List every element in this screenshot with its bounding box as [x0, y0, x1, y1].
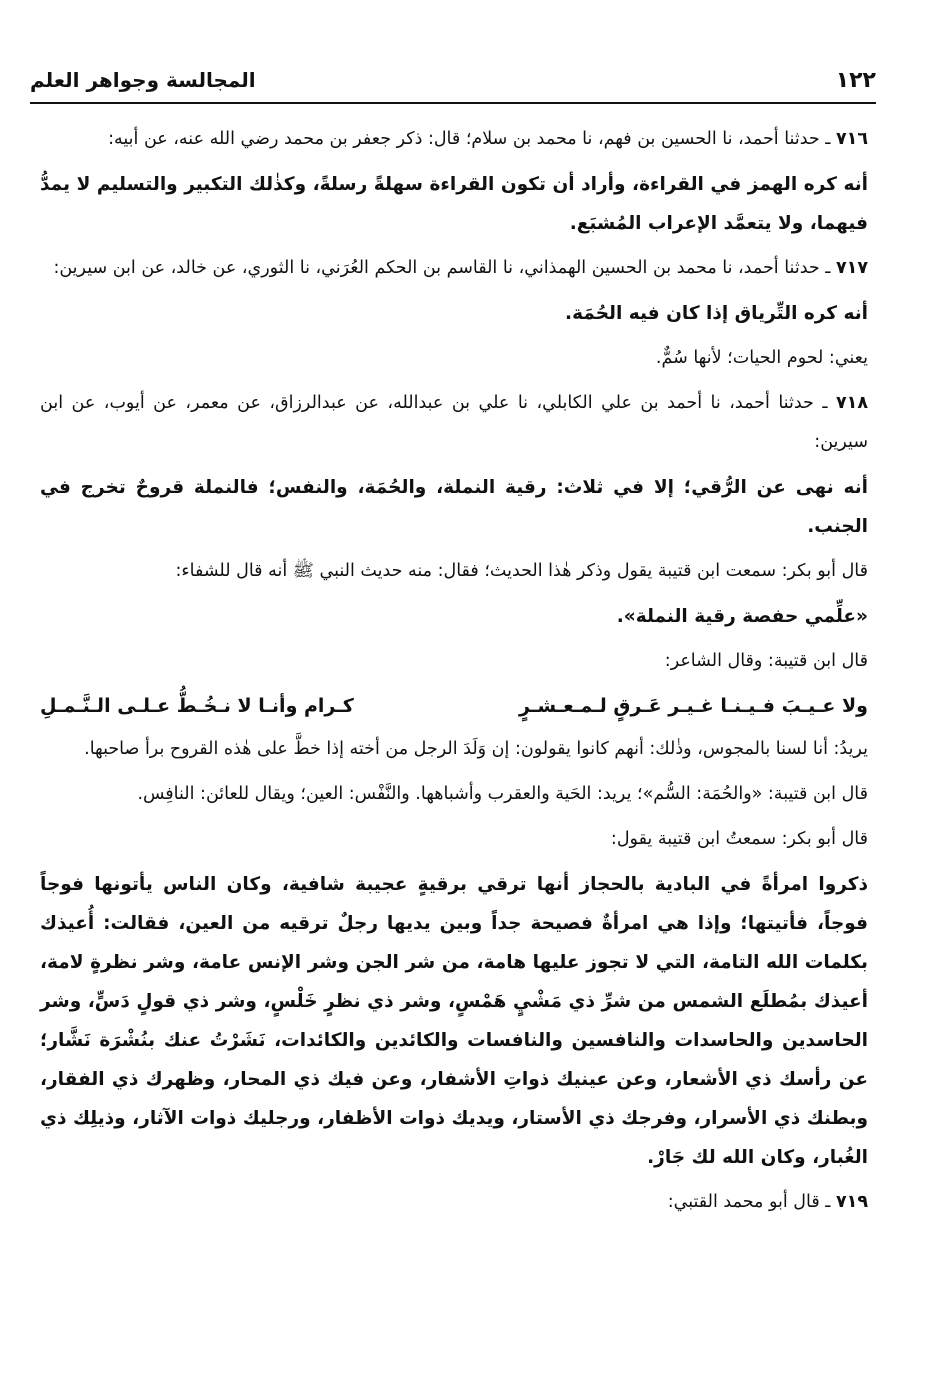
commentary: قال ابن قتيبة: وقال الشاعر: [664, 651, 868, 671]
hadith-text: ـ قال أبو محمد القتبي: [667, 1192, 836, 1212]
ruqya-story: ذكروا امرأةً في البادية بالحجاز أنها ترقي برقيةٍ عجيبة شافية، وكان الناس يأتونها فوجاً فوجاً، فأتيتها؛ وإذا هي امرأةٌ فصيحة جداً وبين يديها رجلٌ ترقيه من العين، فقالت: أُعيذك بكلمات الله التامة، التي لا تجوز عليها هامة، من شر الجن وشر الإنس عامة، وشر نظرةٍ لامة، أعيذك بمُطلَع الشمس من شرِّ ذي مَشْيٍ هَمْسٍ، وشر ذي نظرٍ خَلْسٍ، وشر ذي قولٍ دَسٍّ، وشر الحاسدين والحاسدات والنافسين والنافسات والكائدين والكائدات، نَشَرْتُ عنك بنُشْرَة نَشَّار؛ عن رأسك ذي الأشعار، وعن عينيك ذواتِ الأشفار، وعن فيك ذي المحار، وظهرك ذي الفقار، وبطنك ذي الأسرار، وفرجك ذي الأستار، ويديك ذوات الأظفار، ورجليك ذوات الآثار، وذيلِك ذي الغُبار، وكان الله لك جَارْ. [40, 874, 868, 1168]
hadith-717 [40, 249, 868, 288]
poem-hemistich-second: كـرام وأنـا لا نـخُـطُّ عـلـى الـنَّـمـلِ [40, 695, 354, 717]
hadith-716 [40, 120, 868, 159]
hadith-number: ٧١٦ [835, 129, 868, 149]
hadith-717-matn: أنه كره التِّرياق إذا كان فيه الحُمَة. [565, 303, 868, 324]
hadith-text: ـ حدثنا أحمد، نا أحمد بن علي الكابلي، نا علي بن عبدالله، عن عبدالرزاق، عن معمر، عن أيوب، عن ابن سيرين: [40, 393, 868, 452]
poem-verse [40, 687, 868, 726]
hadith-716-matn: أنه كره الهمز في القراءة، وأراد أن تكون القراءة سهلةً رسلةً، وكذٰلك التكبير والتسليم لا يمدُّ فيهما، ولا يتعمَّد الإعراب المُشبَع. [40, 174, 868, 234]
commentary: يريدُ: أنا لسنا بالمجوس، وذٰلك: أنهم كانوا يقولون: إن وَلَدَ الرجل من أخته إذا خطَّ على هٰذه القروح برأ صاحبها. [84, 739, 868, 759]
hadith-number: ٧١٧ [835, 258, 868, 278]
page-number: ١٢٢ [835, 67, 876, 93]
hadith-719 [40, 1183, 868, 1222]
commentary: يعني: لحوم الحيات؛ لأنها سُمٌّ. [655, 348, 868, 368]
page-header [30, 58, 876, 104]
commentary: قال أبو بكر: سمعت ابن قتيبة يقول وذكر هٰذا الحديث؛ فقال: منه حديث النبي ﷺ أنه قال للشفاء: [175, 561, 868, 581]
commentary: قال أبو بكر: سمعتُ ابن قتيبة يقول: [610, 829, 868, 849]
hadith-number: ٧١٩ [835, 1192, 868, 1212]
hadith-text: ـ حدثنا أحمد، نا محمد بن الحسين الهمذاني، نا القاسم بن الحكم العُرَني، نا الثوري، عن خالد، عن ابن سيرين: [53, 258, 836, 278]
hadith-718-matn: أنه نهى عن الرُّقي؛ إلا في ثلاث: رقية النملة، والحُمَة، والنفس؛ فالنملة قروحٌ تخرج في الجنب. [40, 477, 868, 537]
hadith-text: ـ حدثنا أحمد، نا الحسين بن فهم، نا محمد بن سلام؛ قال: ذكر جعفر بن محمد رضي الله عنه، عن أبيه: [108, 129, 836, 149]
hadith-number: ٧١٨ [835, 393, 868, 413]
commentary: قال ابن قتيبة: «والحُمَة: السُّم»؛ يريد: الحَية والعقرب وأشباهها. والنَّفْس: العين؛ ويقال للعائن: النافِس. [137, 784, 868, 804]
hadith-718 [40, 384, 868, 462]
quoted-hadith: «علِّمي حفصة رقية النملة». [616, 606, 868, 627]
page-body [40, 120, 868, 1228]
book-title: المجالسة وجواهر العلم [30, 68, 256, 92]
poem-hemistich-first: ولا عـيـبَ فـيـنـا غـيـر عَـرقٍ لـمـعـشـرٍ [519, 695, 868, 717]
